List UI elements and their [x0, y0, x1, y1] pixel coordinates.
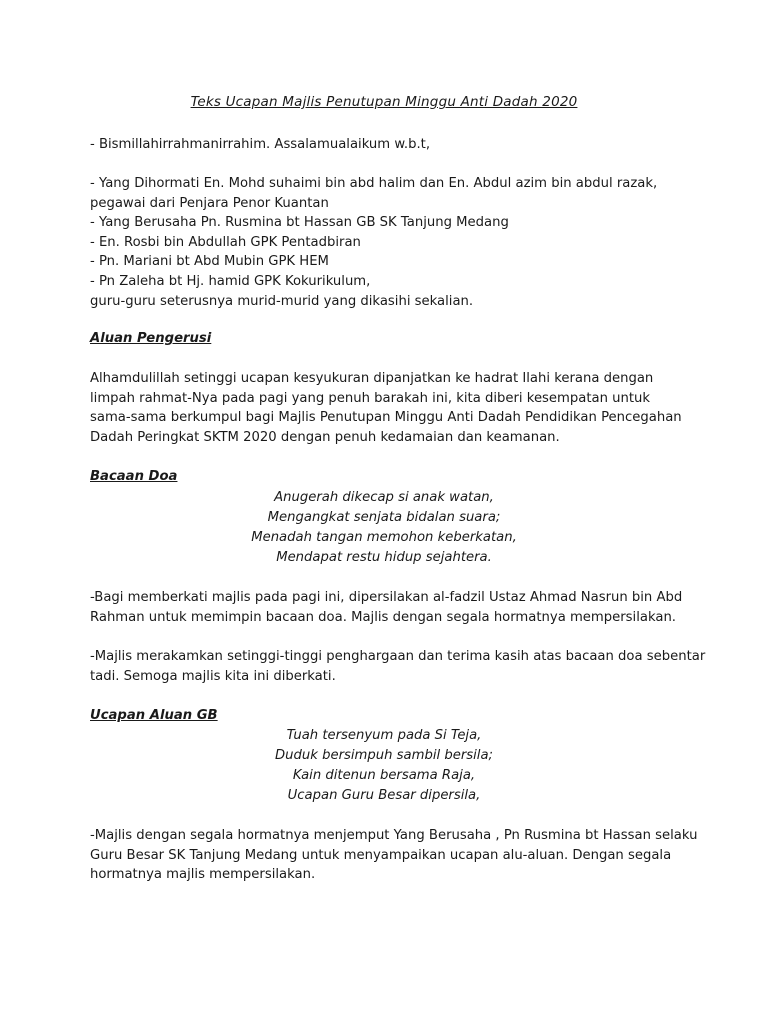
greeting-line: - Bismillahirrahmanirrahim. Assalamualaikum w.b.t, [90, 137, 431, 152]
paragraph-line: -Bagi memberkati majlis pada pagi ini, dipersilakan al-fadzil Ustaz Ahmad Nasrun bin Abd [90, 590, 683, 605]
ucapan-aluan-gb-heading: Ucapan Aluan GB [90, 708, 218, 723]
paragraph-line: Guru Besar SK Tanjung Medang untuk menyampaikan ucapan alu-aluan. Dengan segala [90, 847, 672, 863]
salutations-paragraph [90, 174, 690, 311]
doa-poem [0, 488, 768, 568]
salutation-line: - Pn. Mariani bt Abd Mubin GPK HEM [90, 254, 329, 270]
salutation-line: - Yang Dihormati En. Mohd suhaimi bin abd halim dan En. Abdul azim bin abdul razak, [90, 176, 658, 191]
document-title: Teks Ucapan Majlis Penutupan Minggu Anti Dadah 2020 [190, 94, 578, 110]
salutation-line: - Yang Berusaha Pn. Rusmina bt Hassan GB SK Tanjung Medang [90, 215, 509, 231]
gb-invitation-paragraph [90, 826, 698, 885]
poem-line: Anugerah dikecap si anak watan, [274, 490, 494, 505]
aluan-pengerusi-heading: Aluan Pengerusi [90, 331, 212, 346]
aluan-paragraph [90, 369, 690, 447]
salutation-line: - En. Rosbi bin Abdullah GPK Pentadbiran [90, 234, 361, 250]
poem-line: Mendapat restu hidup sejahtera. [276, 550, 492, 565]
salutation-line: - Pn Zaleha bt Hj. hamid GPK Kokurikulum, [90, 273, 371, 289]
poem-line: Duduk bersimpuh sambil bersila; [275, 748, 493, 763]
poem-line: Menadah tangan memohon keberkatan, [251, 530, 517, 545]
paragraph-line: -Majlis dengan segala hormatnya menjemput Yang Berusaha , Pn Rusmina bt Hassan selaku [90, 828, 698, 843]
paragraph-line: Dadah Peringkat SKTM 2020 dengan penuh kedamaian dan keamanan. [90, 429, 560, 445]
salutation-line: guru-guru seterusnya murid-murid yang dikasihi sekalian. [90, 293, 474, 309]
greeting-paragraph [90, 135, 690, 155]
paragraph-line: Rahman untuk memimpin bacaan doa. Majlis dengan segala hormatnya mempersilakan. [90, 609, 676, 625]
poem-line: Ucapan Guru Besar dipersila, [287, 788, 481, 803]
poem-line: Tuah tersenyum pada Si Teja, [286, 728, 482, 743]
poem-line: Mengangkat senjata bidalan suara; [267, 510, 501, 525]
bacaan-doa-heading: Bacaan Doa [90, 469, 178, 484]
doa-invitation-paragraph [90, 588, 690, 627]
gb-poem [0, 726, 768, 806]
poem-line: Kain ditenun bersama Raja, [292, 768, 476, 783]
salutation-line: pegawai dari Penjara Penor Kuantan [90, 195, 329, 211]
paragraph-line: -Majlis merakamkan setinggi-tinggi penghargaan dan terima kasih atas bacaan doa sebentar [90, 649, 706, 664]
paragraph-line: sama-sama berkumpul bagi Majlis Penutupan Minggu Anti Dadah Pendidikan Pencegahan [90, 410, 682, 426]
doa-thanks-paragraph [90, 647, 706, 686]
paragraph-line: tadi. Semoga majlis kita ini diberkati. [90, 668, 336, 684]
paragraph-line: hormatnya majlis mempersilakan. [90, 867, 316, 883]
paragraph-line: Alhamdulillah setinggi ucapan kesyukuran dipanjatkan ke hadrat Ilahi kerana dengan [90, 371, 654, 386]
paragraph-line: limpah rahmat-Nya pada pagi yang penuh barakah ini, kita diberi kesempatan untuk [90, 390, 651, 406]
